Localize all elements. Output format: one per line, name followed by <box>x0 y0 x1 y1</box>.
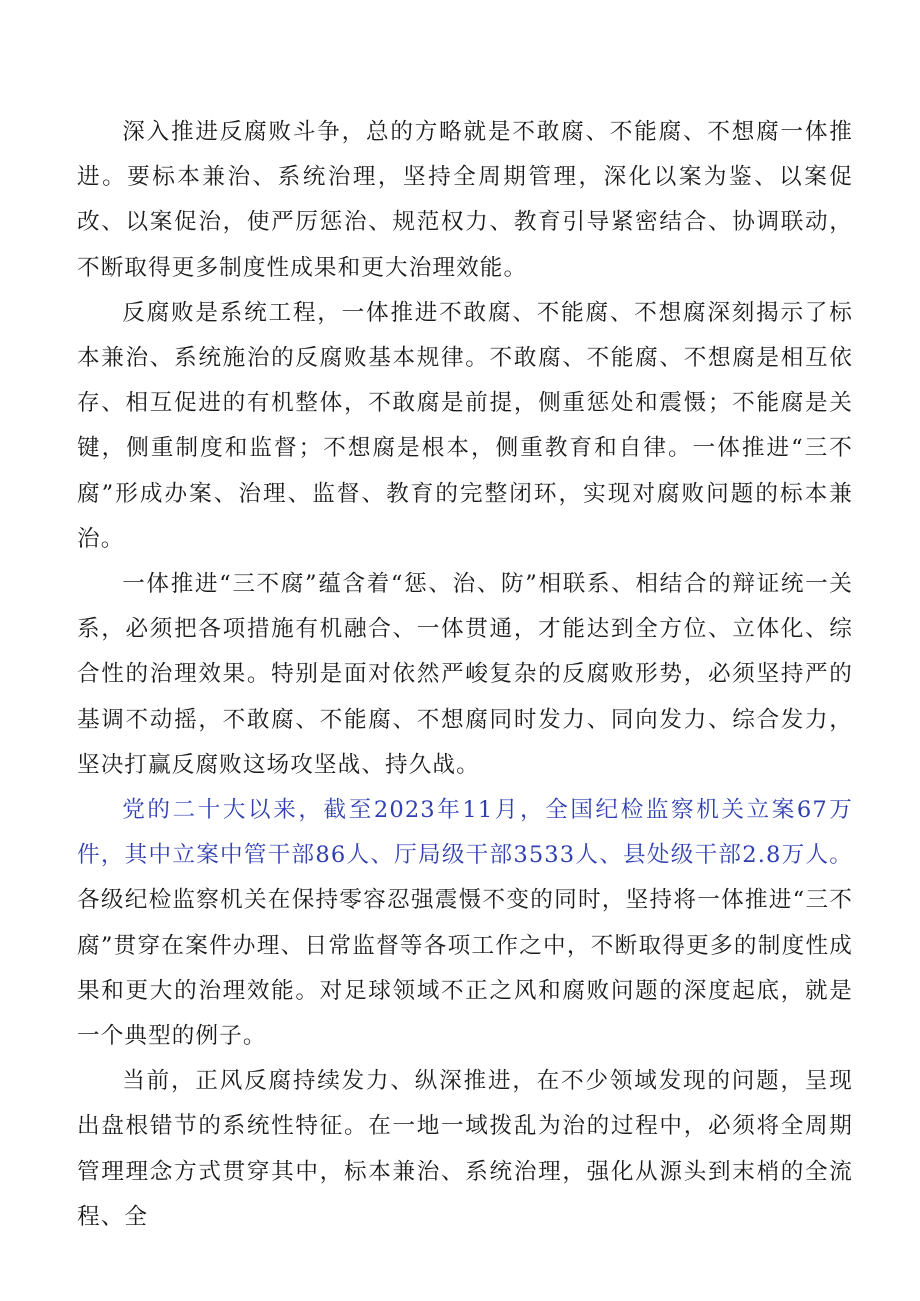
paragraph-5: 当前，正风反腐持续发力、纵深推进，在不少领域发现的问题，呈现出盘根错节的系统性特征。在一地一域拨乱为治的过程中，必须将全周期管理理念方式贯穿其中，标本兼治、系统治理，强化从源头到末梢的全流程、全 <box>77 1068 853 1230</box>
paragraph-4-body: 各级纪检监察机关在保持零容忍强震慑不变的同时，坚持将一体推进“三不腐”贯穿在案件办理、日常监督等各项工作之中，不断取得更多的制度性成果和更大的治理效能。对足球领域不正之风和腐败问题的深度起底，就是一个典型的例子。 <box>77 887 853 1050</box>
paragraph-4 <box>77 788 853 1059</box>
paragraph-1: 深入推进反腐败斗争，总的方略就是不敢腐、不能腐、不想腐一体推进。要标本兼治、系统治理，坚持全周期管理，深化以案为鉴、以案促改、以案促治，使严厉惩治、规范权力、教育引导紧密结合、协调联动，不断取得更多制度性成果和更大治理效能。 <box>77 119 853 281</box>
paragraph-3: 一体推进“三不腐”蕴含着“惩、治、防”相联系、相结合的辩证统一关系，必须把各项措施有机融合、一体贯通，才能达到全方位、立体化、综合性的治理效果。特别是面对依然严峻复杂的反腐败形势，必须坚持严的基调不动摇，不敢腐、不能腐、不想腐同时发力、同向发力、综合发力，坚决打赢反腐败这场攻坚战、持久战。 <box>77 571 853 778</box>
highlighted-statistics-text: 党的二十大以来，截至2023年11月，全国纪检监察机关立案67万件，其中立案中管干部86人、厅局级干部3533人、县处级干部2.8万人。 <box>77 797 853 869</box>
document-body <box>77 110 853 1240</box>
paragraph-2: 反腐败是系统工程，一体推进不敢腐、不能腐、不想腐深刻揭示了标本兼治、系统施治的反腐败基本规律。不敢腐、不能腐、不想腐是相互依存、相互促进的有机整体，不敢腐是前提，侧重惩处和震慑；不能腐是关键，侧重制度和监督；不想腐是根本，侧重教育和自律。一体推进“三不腐”形成办案、治理、监督、教育的完整闭环，实现对腐败问题的标本兼治。 <box>77 299 853 552</box>
